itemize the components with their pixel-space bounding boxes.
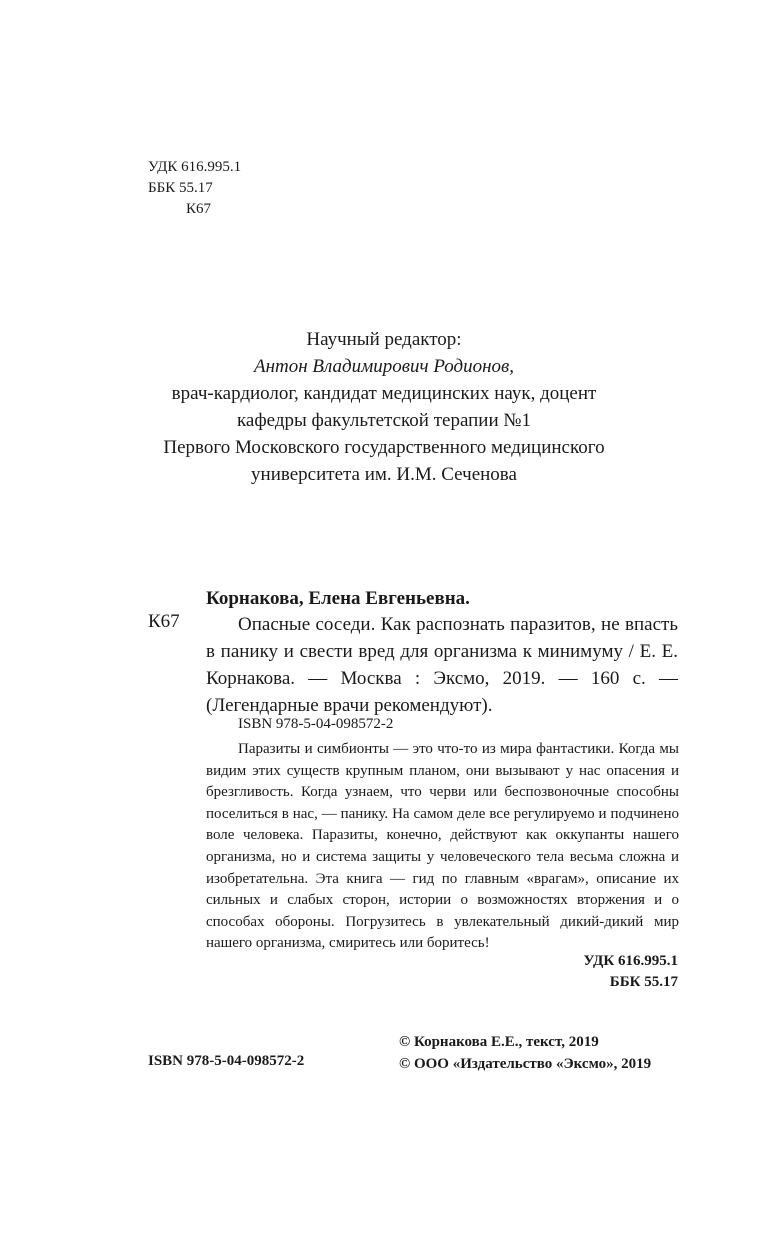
bbk-code-bottom: ББК 55.17 xyxy=(609,974,678,990)
editor-credentials-line: врач-кардиолог, кандидат медицинских наук, доцент xyxy=(171,383,597,404)
annotation-text: Паразиты и симбионты — это что-то из мира фантастики. Когда мы видим этих существ крупным планом, они вызывают у нас опасения и брезгливость. Когда узнаем, что черви или беспозвоночные способны поселиться в нас, — панику. На самом деле все регулируемо и подчинено воле человека. Паразиты, конечно, действуют как оккупанты нашего организма, но и система защиты у человеческого тела весьма сложна и изобретательна. Эта книга — гид по главным «врагам», описание их сильных и слабых сторон, истории о возможностях вторжения и о способах обороны. Погрузитесь в увлекательный дикий-дикий мир нашего организма, смиритесь или боритесь! xyxy=(206,741,679,952)
copyright-author: © Корнакова Е.Е., текст, 2019 xyxy=(399,1034,599,1050)
copyright-publisher: © ООО «Издательство «Эксмо», 2019 xyxy=(399,1056,652,1072)
author-heading: Корнакова, Елена Евгеньевна. xyxy=(206,588,470,609)
annotation xyxy=(206,739,679,955)
isbn-line: ISBN 978-5-04-098572-2 xyxy=(238,716,394,732)
classification-codes-bottom xyxy=(468,951,678,993)
bibliographic-description xyxy=(206,611,678,719)
bbk-code: ББК 55.17 xyxy=(148,180,213,196)
bibliography-code: К67 xyxy=(148,611,180,632)
editor-heading: Научный редактор: xyxy=(306,329,462,350)
scientific-editor-block xyxy=(0,326,768,488)
editor-credentials-line: кафедры факультетской терапии №1 xyxy=(236,410,532,431)
udk-code: УДК 616.995.1 xyxy=(148,159,242,175)
editor-name: Антон Владимирович Родионов, xyxy=(253,356,515,377)
copyright-block xyxy=(399,1031,651,1075)
author-sign-code: К67 xyxy=(186,201,212,217)
bibliography-text: Опасные соседи. Как распознать паразитов, не впасть в панику и свести вред для организма к минимуму / Е. Е. Корнакова. — Москва : Эксмо, 2019. — 160 с. — (Легендарные врачи рекомендуют). xyxy=(206,614,678,716)
isbn-bottom: ISBN 978-5-04-098572-2 xyxy=(148,1053,305,1069)
classification-codes xyxy=(148,157,241,220)
editor-credentials-line: университета им. И.М. Сеченова xyxy=(251,464,517,485)
udk-code-bottom: УДК 616.995.1 xyxy=(583,953,678,969)
editor-credentials-line: Первого Московского государственного медицинского xyxy=(163,437,605,458)
